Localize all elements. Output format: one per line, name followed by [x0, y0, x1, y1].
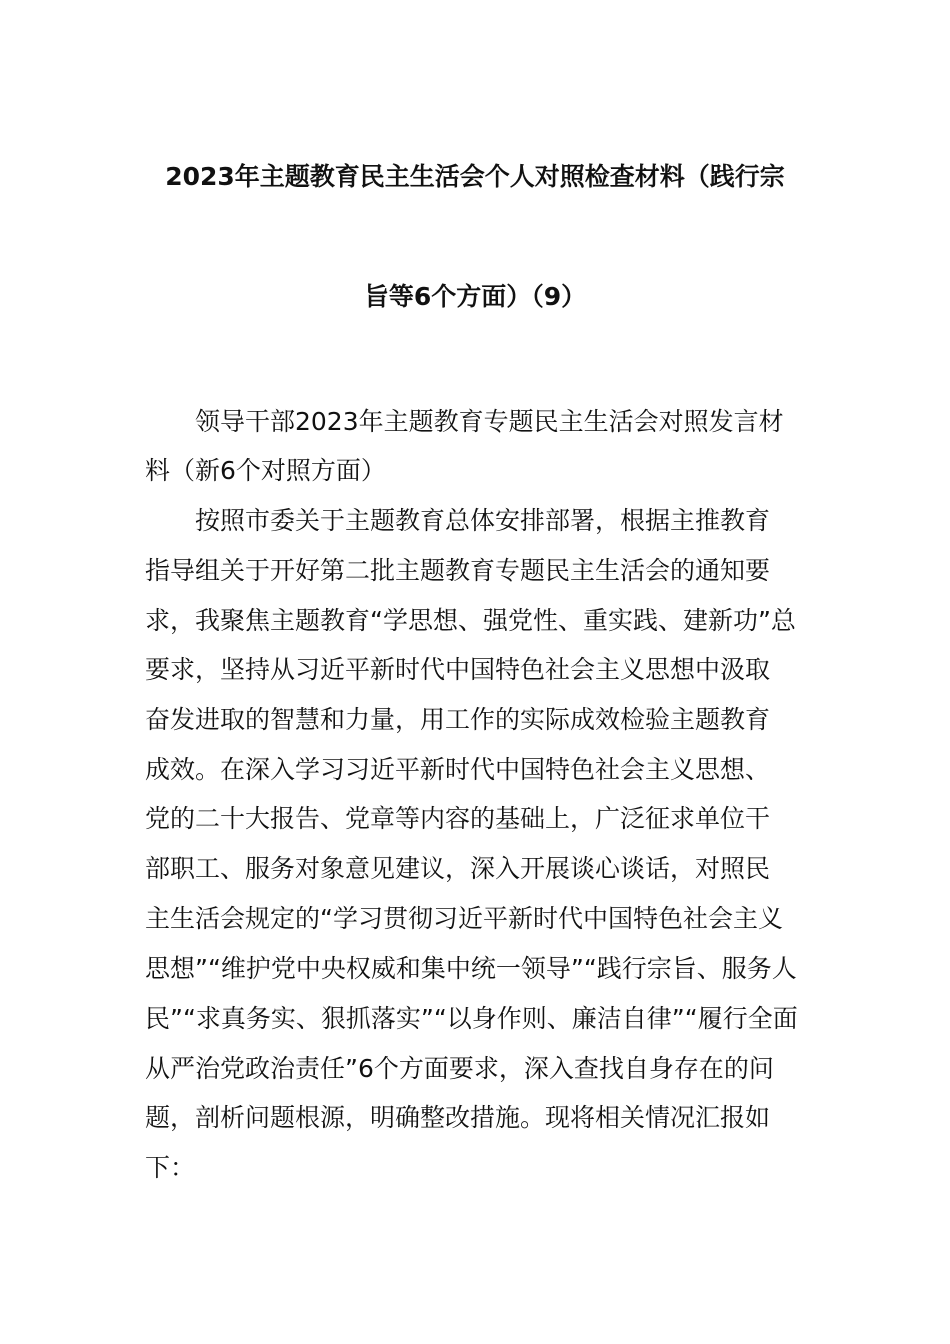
paragraph-line: 民”“求真务实、狠抓落实”“以身作则、廉洁自律”“履行全面 — [145, 1004, 798, 1033]
paragraph-line: 求，我聚焦主题教育“学思想、强党性、重实践、建新功”总 — [145, 606, 796, 635]
paragraph-line: 题，剖析问题根源，明确整改措施。现将相关情况汇报如 — [145, 1103, 771, 1132]
paragraph-line: 指导组关于开好第二批主题教育专题民主生活会的通知要 — [145, 556, 771, 585]
paragraph-line: 下： — [145, 1153, 196, 1182]
paragraph-line: 思想”“维护党中央权威和集中统一领导”“践行宗旨、服务人 — [145, 954, 797, 983]
paragraph-line: 党的二十大报告、党章等内容的基础上，广泛征求单位干 — [145, 804, 771, 833]
subtitle-line-2: 料（新6个对照方面） — [145, 456, 386, 485]
paragraph-line: 从严治党政治责任”6个方面要求，深入查找自身存在的问 — [145, 1054, 774, 1083]
paragraph-line: 部职工、服务对象意见建议，深入开展谈心谈话，对照民 — [145, 854, 771, 883]
paragraph-line: 奋发进取的智慧和力量，用工作的实际成效检验主题教育 — [145, 705, 771, 734]
subtitle-line-1: 领导干部2023年主题教育专题民主生活会对照发言材 — [195, 407, 784, 436]
paragraph-line: 成效。在深入学习习近平新时代中国特色社会主义思想、 — [145, 755, 771, 784]
paragraph-line: 按照市委关于主题教育总体安排部署，根据主推教育 — [195, 506, 771, 535]
document-title-line-1: 2023年主题教育民主生活会个人对照检查材料（践行宗 — [165, 162, 785, 191]
paragraph-line: 要求，坚持从习近平新时代中国特色社会主义思想中汲取 — [145, 655, 771, 684]
document-title-line-2: 旨等6个方面）（9） — [363, 282, 587, 311]
paragraph-line: 主生活会规定的“学习贯彻习近平新时代中国特色社会主义 — [145, 904, 783, 933]
